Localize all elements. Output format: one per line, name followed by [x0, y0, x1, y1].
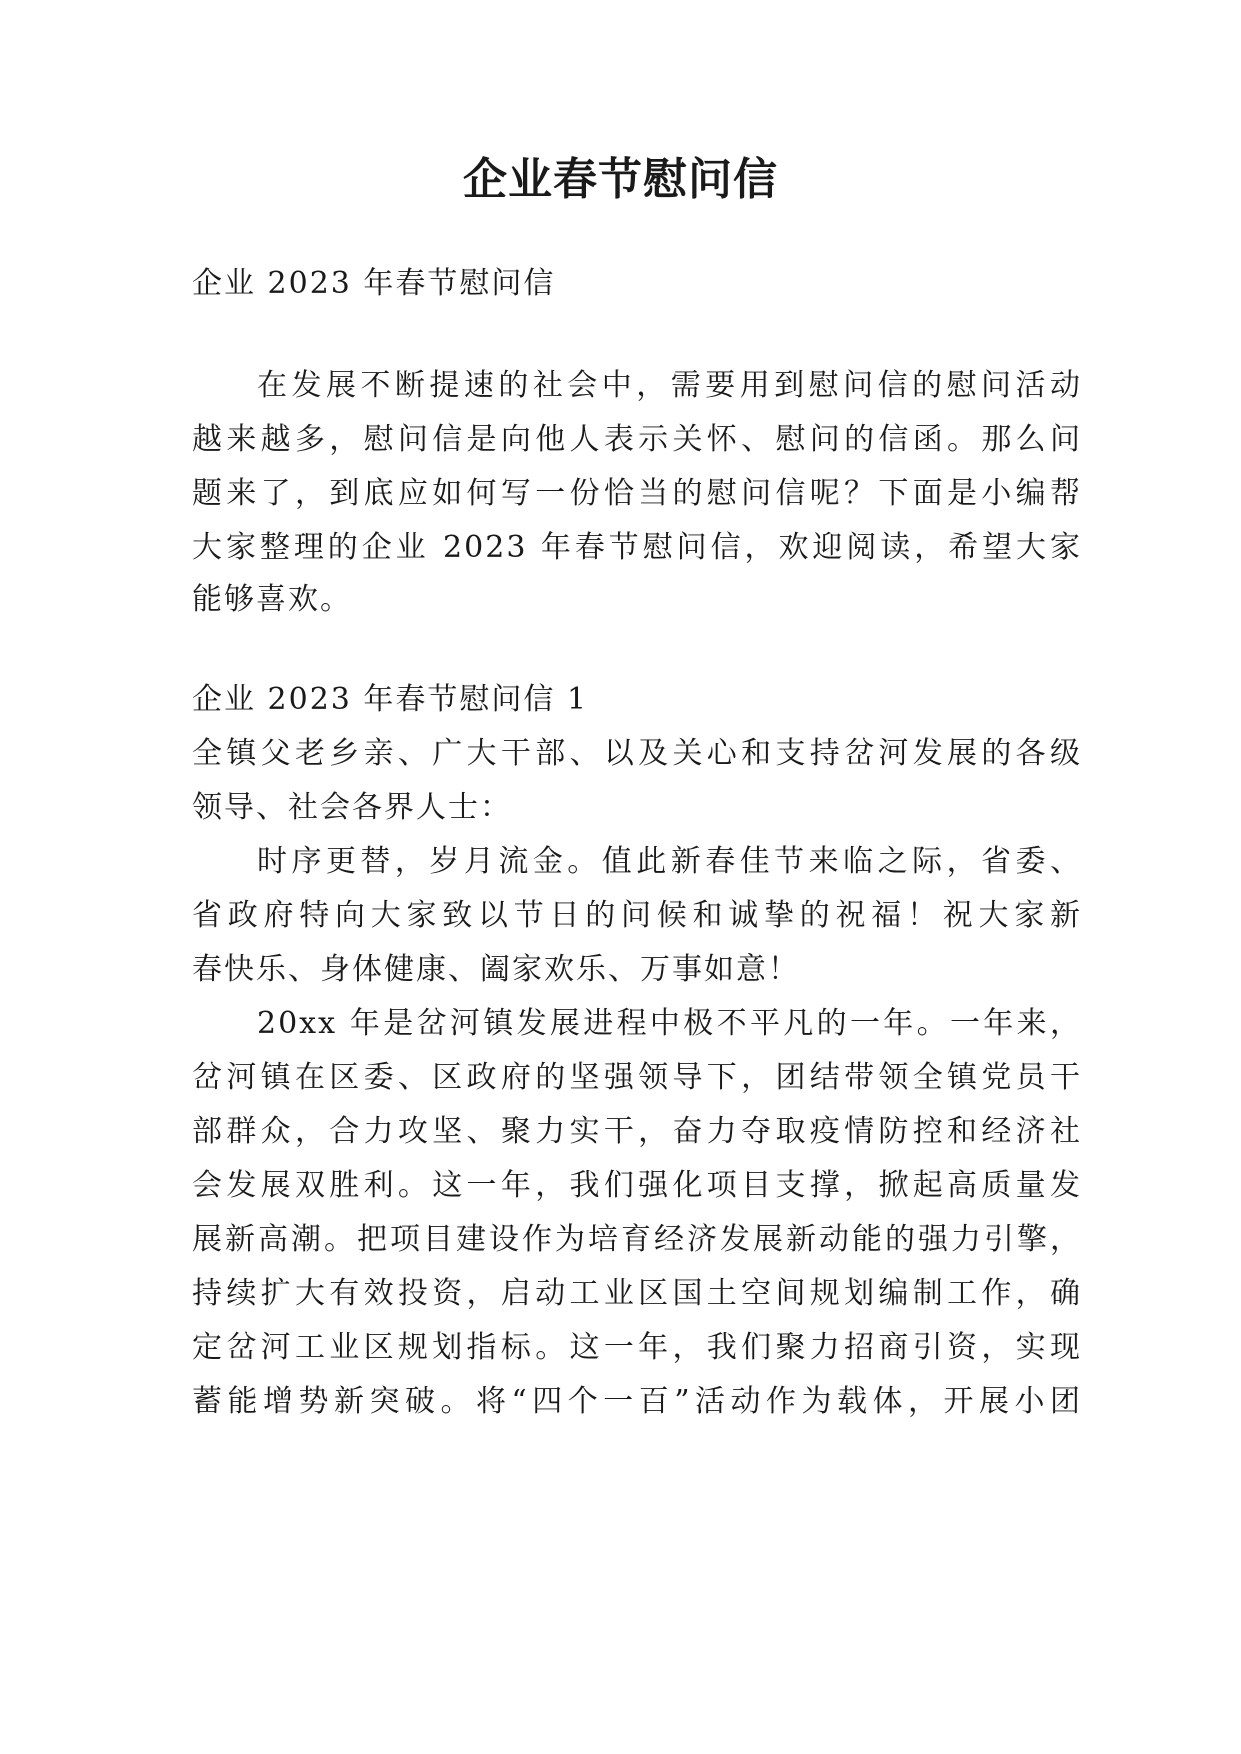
document-subtitle: 企业 2023 年春节慰问信: [192, 266, 556, 301]
intro-line-2: 越来越多，慰问信是向他人表示关怀、慰问的信函。那么问: [192, 422, 1082, 457]
para2-line-1: 20xx 年是岔河镇发展进程中极不平凡的一年。一年来，: [257, 1006, 1082, 1041]
para2-line-2: 岔河镇在区委、区政府的坚强领导下，团结带领全镇党员干: [192, 1060, 1082, 1095]
intro-line-4: 大家整理的企业 2023 年春节慰问信，欢迎阅读，希望大家: [192, 530, 1082, 565]
para1-line-1: 时序更替，岁月流金。值此新春佳节来临之际，省委、: [257, 844, 1082, 879]
intro-line-1: 在发展不断提速的社会中，需要用到慰问信的慰问活动: [257, 368, 1082, 403]
para2-line-7: 定岔河工业区规划指标。这一年，我们聚力招商引资，实现: [192, 1330, 1082, 1365]
para2-line-4: 会发展双胜利。这一年，我们强化项目支撑，掀起高质量发: [192, 1168, 1082, 1203]
para2-line-3: 部群众，合力攻坚、聚力实干，奋力夺取疫情防控和经济社: [192, 1114, 1082, 1149]
para1-line-2: 省政府特向大家致以节日的问候和诚挚的祝福！祝大家新: [192, 898, 1082, 933]
para2-line-8: 蓄能增势新突破。将“四个一百”活动作为载体，开展小团: [192, 1384, 1082, 1419]
para2-line-6: 持续扩大有效投资，启动工业区国土空间规划编制工作，确: [192, 1276, 1082, 1311]
para2-line-5: 展新高潮。把项目建设作为培育经济发展新动能的强力引擎，: [192, 1222, 1082, 1257]
salutation-line-2: 领导、社会各界人士：: [192, 790, 512, 825]
salutation-line-1: 全镇父老乡亲、广大干部、以及关心和支持岔河发展的各级: [192, 736, 1082, 771]
intro-line-5: 能够喜欢。: [192, 582, 352, 617]
intro-line-3: 题来了，到底应如何写一份恰当的慰问信呢？下面是小编帮: [192, 476, 1082, 511]
section-heading: 企业 2023 年春节慰问信 1: [192, 682, 589, 717]
document-title: 企业春节慰问信: [463, 154, 778, 205]
para1-line-3: 春快乐、身体健康、阖家欢乐、万事如意！: [192, 952, 800, 987]
